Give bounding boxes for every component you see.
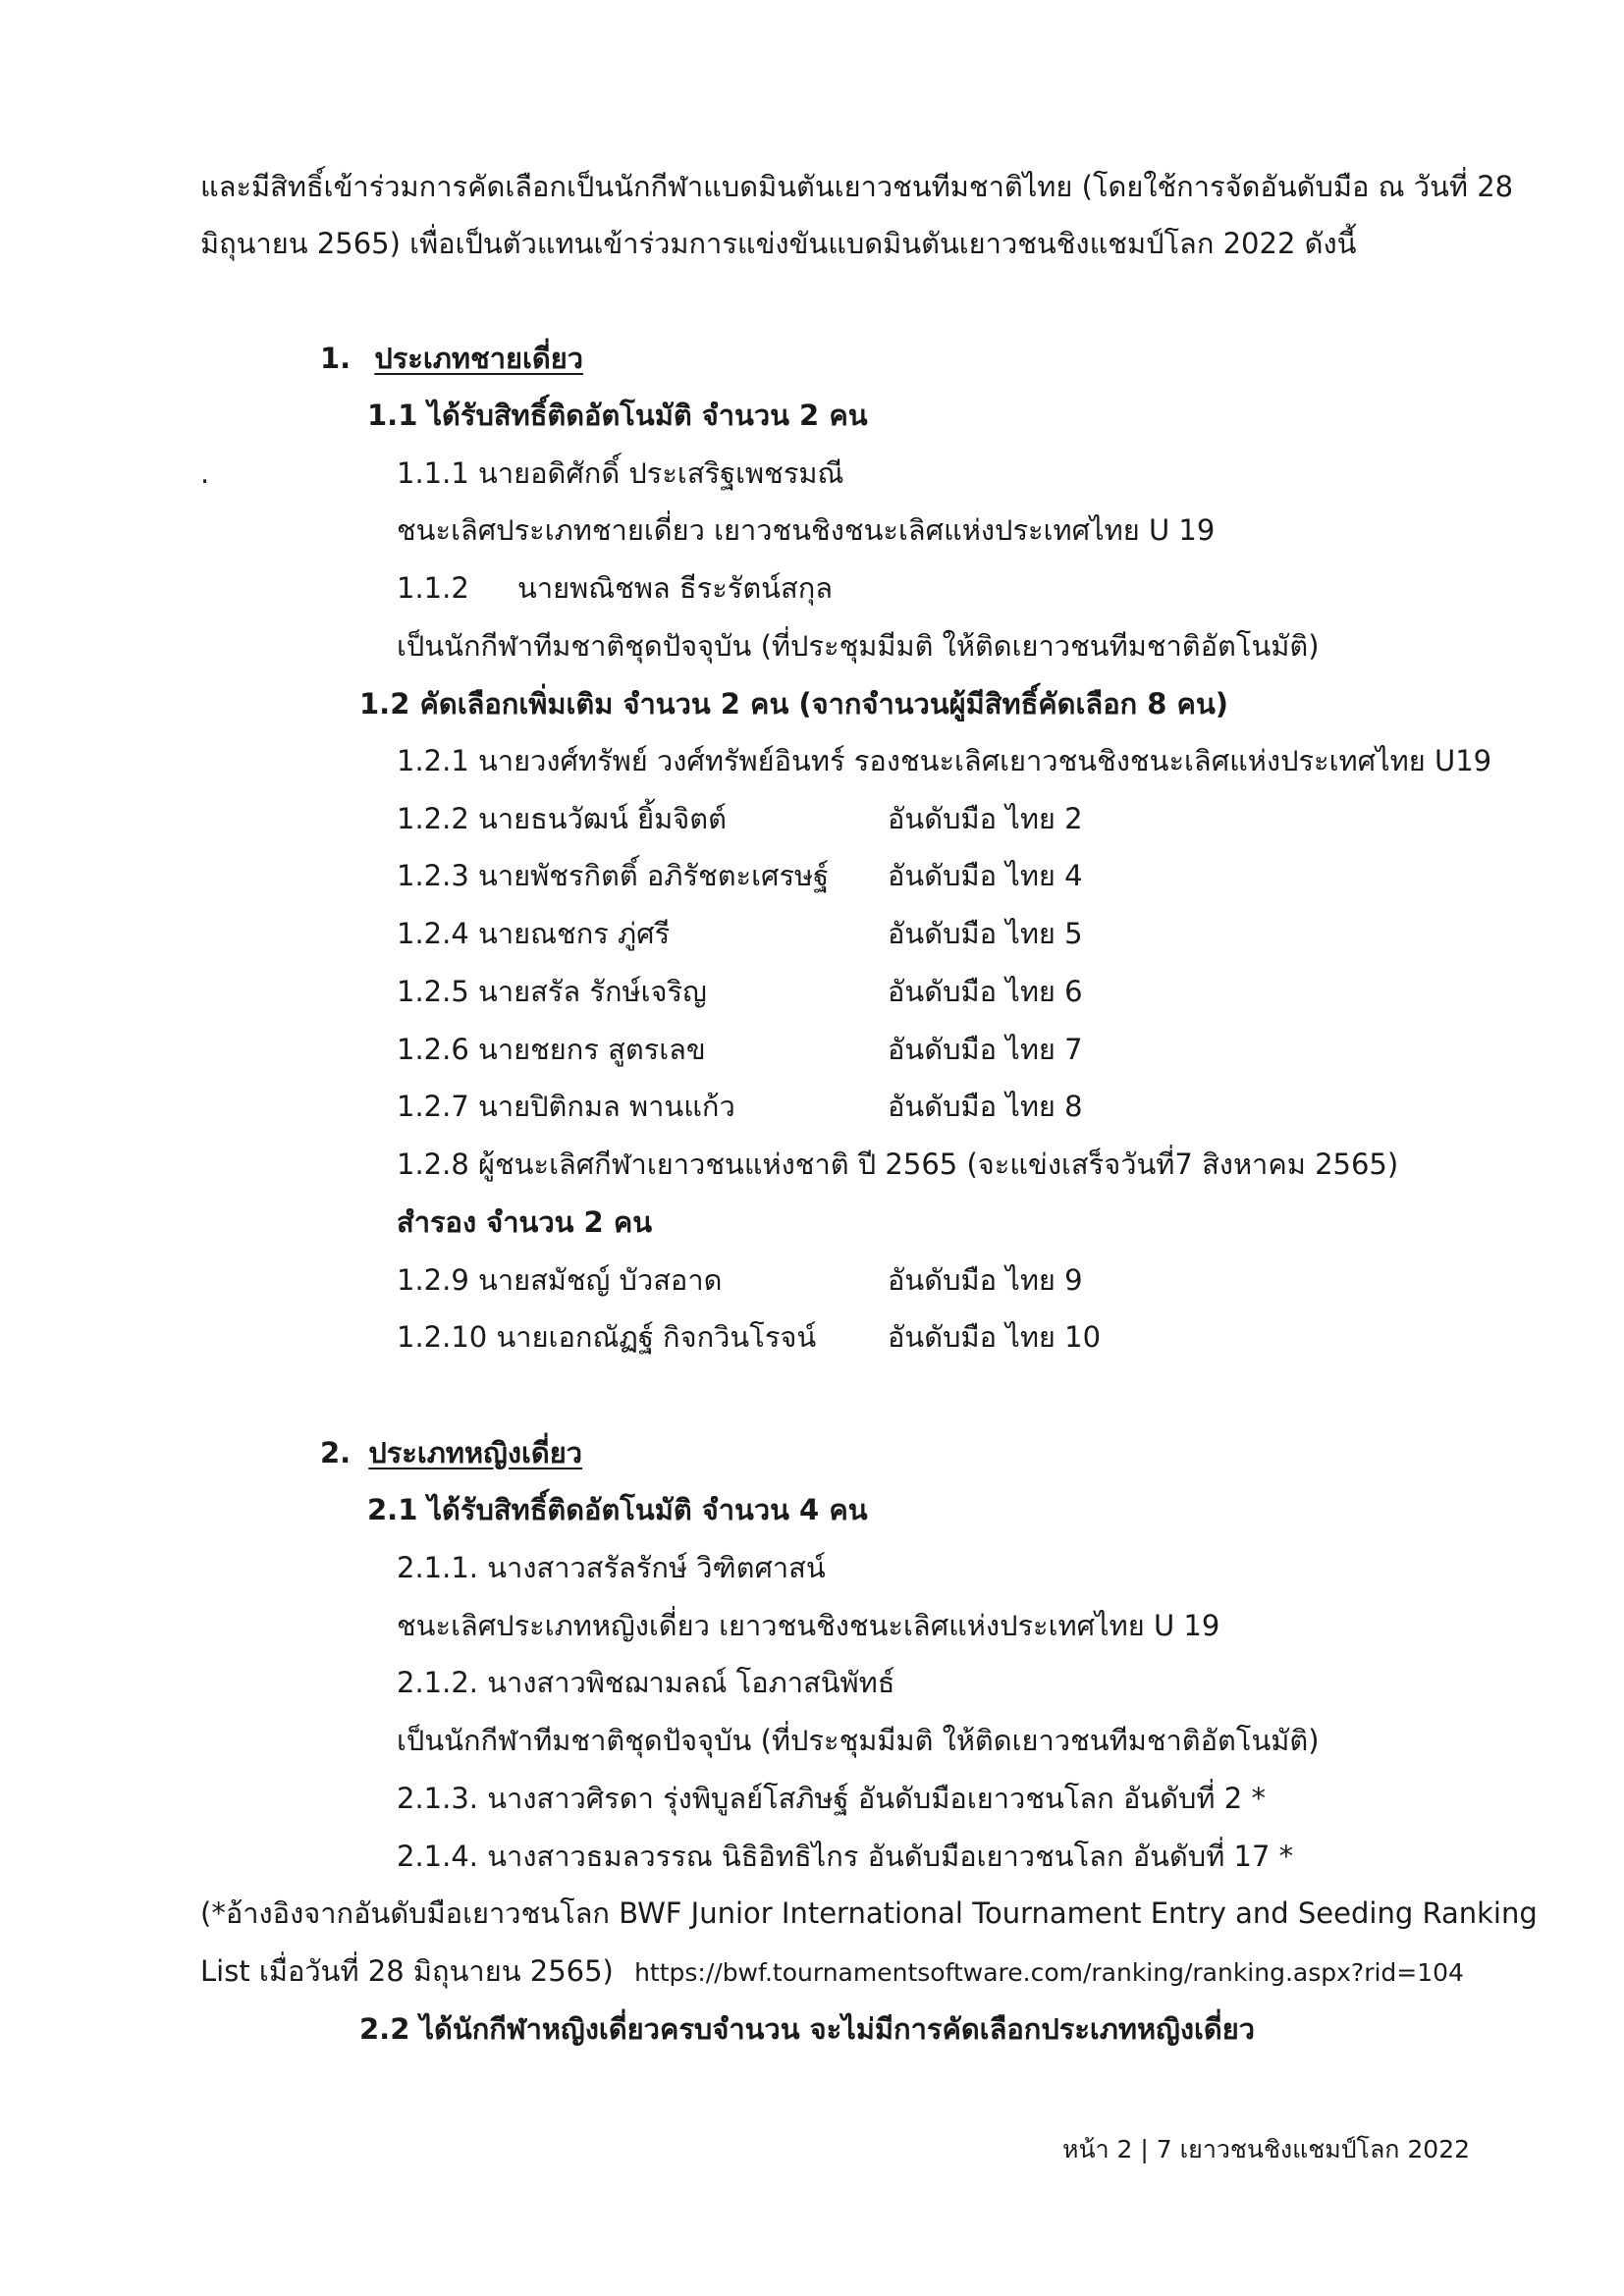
item-2-1-4: 2.1.4. นางสาวธมลวรรณ นิธิอิทธิไกร อันดับมือเยาวชนโลก อันดับที่ 17 * [397, 1840, 1294, 1873]
rank-label: อันดับมือ ไทย 8 [888, 1090, 1083, 1123]
list-item: 1.2.10 นายเอกณัฏฐ์ กิจกวินโรจน์ [397, 1320, 817, 1354]
rank-label: อันดับมือ ไทย 5 [888, 917, 1083, 950]
intro-line-2: มิถุนายน 2565) เพื่อเป็นตัวแทนเข้าร่วมการแข่งขันแบดมินตันเยาวชนชิงแชมป์โลก 2022 ดังนี้ [200, 227, 1357, 260]
section2-heading [320, 1433, 582, 1472]
item-2-1-1-desc: ชนะเลิศประเภทหญิงเดี่ยว เยาวชนชิงชนะเลิศแห่งประเทศไทย U 19 [397, 1609, 1220, 1642]
item-1-1-1-desc: ชนะเลิศประเภทชายเดี่ยว เยาวชนชิงชนะเลิศแห่งประเทศไทย U 19 [397, 513, 1216, 547]
section2-title: ประเภทหญิงเดี่ยว [368, 1436, 583, 1469]
item-2-1-3: 2.1.3. นางสาวศิรดา รุ่งพิบูลย์โสภิษฐ์ อันดับมือเยาวชนโลก อันดับที่ 2 * [397, 1782, 1266, 1815]
section1-heading [320, 339, 583, 378]
section1-number: 1. [320, 342, 352, 375]
section2-number: 2. [320, 1436, 352, 1469]
item-1-1-2-number: 1.1.2 [397, 571, 469, 605]
rank-label: อันดับมือ ไทย 10 [888, 1320, 1102, 1354]
list-item: 1.2.5 นายสรัล รักษ์เจริญ [397, 975, 707, 1008]
rank-label: อันดับมือ ไทย 6 [888, 975, 1083, 1008]
rank-label: อันดับมือ ไทย 4 [888, 859, 1083, 892]
list-item: 1.2.9 นายสมัชญ์ บัวสอาด [397, 1263, 723, 1297]
rank-label: อันดับมือ ไทย 9 [888, 1263, 1083, 1297]
item-1-2-1: 1.2.1 นายวงศ์ทรัพย์ วงศ์ทรัพย์อินทร์ รองชนะเลิศเยาวชนชิงชนะเลิศแห่งประเทศไทย U19 [397, 744, 1492, 777]
item-1-1-1-name: 1.1.1 นายอดิศักดิ์ ประเสริฐเพชรมณี [397, 456, 844, 490]
item-1-1-2 [397, 568, 833, 608]
item-1-2-8: 1.2.8 ผู้ชนะเลิศกีฬาเยาวชนแห่งชาติ ปี 2565 (จะแข่งเสร็จวันที่7 สิงหาคม 2565) [397, 1148, 1399, 1181]
rank-label: อันดับมือ ไทย 2 [888, 802, 1083, 835]
subsection-1-1-heading: 1.1 ได้รับสิทธิ์ติดอัตโนมัติ จำนวน 2 คน [367, 399, 868, 432]
footnote-line-2 [200, 1951, 1464, 1993]
reserve-heading: สำรอง จำนวน 2 คน [397, 1205, 653, 1239]
subsection-2-2-heading: 2.2 ได้นักกีฬาหญิงเดี่ยวครบจำนวน จะไม่มีการคัดเลือกประเภทหญิงเดี่ยว [359, 2012, 1256, 2046]
page-footer: หน้า 2 | 7 เยาวชนชิงแชมป์โลก 2022 [1062, 2135, 1471, 2163]
footnote-text: List เมื่อวันที่ 28 มิถุนายน 2565) [200, 1954, 614, 1988]
item-1-1-2-name: นายพณิชพล ธีระรัตน์สกุล [517, 571, 834, 605]
stray-mark: . [200, 456, 210, 490]
ranking-url-link[interactable]: https://bwf.tournamentsoftware.com/ranking/ranking.aspx?rid=104 [634, 1958, 1464, 1987]
list-item: 1.2.4 นายณชกร ภู่ศรี [397, 917, 671, 950]
section1-title: ประเภทชายเดี่ยว [374, 342, 583, 375]
footnote-line-1: (*อ้างอิงจากอันดับมือเยาวชนโลก BWF Junior International Tournament Entry and Seeding Ranking [200, 1896, 1538, 1930]
item-2-1-2-name: 2.1.2. นางสาวพิชฌามลณ์ โอภาสนิพัทธ์ [397, 1666, 895, 1699]
list-item: 1.2.6 นายชยกร สูตรเลข [397, 1033, 706, 1066]
subsection-1-2-heading: 1.2 คัดเลือกเพิ่มเติม จำนวน 2 คน (จากจำนวนผู้มีสิทธิ์คัดเลือก 8 คน) [359, 687, 1229, 721]
rank-label: อันดับมือ ไทย 7 [888, 1033, 1083, 1066]
subsection-2-1-heading: 2.1 ได้รับสิทธิ์ติดอัตโนมัติ จำนวน 4 คน [367, 1493, 868, 1526]
list-item: 1.2.7 นายปิติกมล พานแก้ว [397, 1090, 735, 1123]
item-2-1-1-name: 2.1.1. นางสาวสรัลรักษ์ วิฑิตศาสน์ [397, 1551, 826, 1584]
item-2-1-2-desc: เป็นนักกีฬาทีมชาติชุดปัจจุบัน (ที่ประชุมมีมติ ให้ติดเยาวชนทีมชาติอัตโนมัติ) [397, 1724, 1320, 1757]
list-item: 1.2.3 นายพัชรกิตติ์ อภิรัชตะเศรษฐ์ [397, 859, 830, 892]
intro-line-1: และมีสิทธิ์เข้าร่วมการคัดเลือกเป็นนักกีฬาแบดมินตันเยาวชนทีมชาติไทย (โดยใช้การจัดอันดับมือ ณ วันที่ 28 [200, 170, 1514, 203]
list-item: 1.2.2 นายธนวัฒน์ ยิ้มจิตต์ [397, 802, 727, 835]
item-1-1-2-desc: เป็นนักกีฬาทีมชาติชุดปัจจุบัน (ที่ประชุมมีมติ ให้ติดเยาวชนทีมชาติอัตโนมัติ) [397, 629, 1320, 663]
